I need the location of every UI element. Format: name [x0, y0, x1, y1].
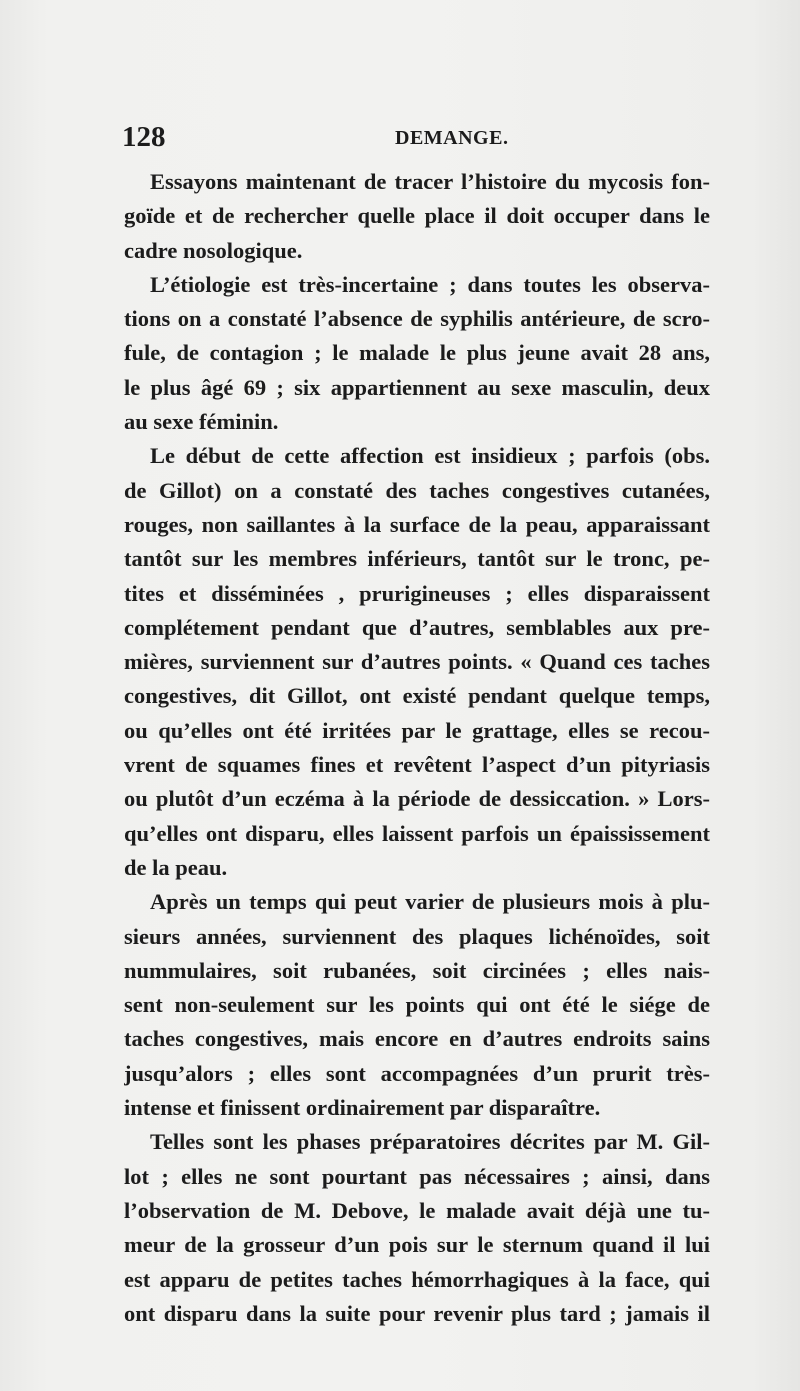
text-line: mières, surviennent sur d’autres points. « Quand ces taches	[124, 649, 710, 675]
text-line: l’observation de M. Debove, le malade avait déjà une tu-	[124, 1197, 710, 1223]
text-line: fule, de contagion ; le malade le plus jeune avait 28 ans,	[124, 340, 710, 366]
text-line: jusqu’alors ; elles sont accompagnées d’un prurit très-	[124, 1060, 710, 1086]
text-line: lot ; elles ne sont pourtant pas nécessaires ; ainsi, dans	[124, 1163, 710, 1189]
text-line: L’étiologie est très-incertaine ; dans toutes les observa-	[150, 271, 710, 297]
body-text	[124, 165, 710, 1331]
text-line: le plus âgé 69 ; six appartiennent au sexe masculin, deux	[124, 374, 710, 400]
text-line: Le début de cette affection est insidieux ; parfois (obs.	[150, 443, 710, 469]
text-line: rouges, non saillantes à la surface de la peau, apparaissant	[124, 511, 710, 537]
text-line: ont disparu dans la suite pour revenir plus tard ; jamais il	[124, 1300, 710, 1326]
text-line: vrent de squames fines et revêtent l’aspect d’un pityriasis	[124, 752, 710, 778]
text-line: qu’elles ont disparu, elles laissent parfois un épaississement	[124, 820, 710, 846]
text-line: est apparu de petites taches hémorrhagiques à la face, qui	[124, 1266, 710, 1292]
text-line: goïde et de rechercher quelle place il doit occuper dans le	[124, 203, 710, 229]
text-line: sent non-seulement sur les points qui ont été le siége de	[124, 992, 710, 1018]
text-line: Essayons maintenant de tracer l’histoire du mycosis fon-	[150, 169, 710, 194]
text-line: de Gillot) on a constaté des taches congestives cutanées,	[124, 477, 710, 503]
text-line: intense et finissent ordinairement par disparaître.	[124, 1095, 601, 1121]
text-line: au sexe féminin.	[124, 409, 279, 435]
text-line: ou plutôt d’un eczéma à la période de dessiccation. » Lors-	[124, 786, 710, 812]
text-line: complétement pendant que d’autres, semblables aux pre-	[124, 614, 710, 640]
text-line: tites et disséminées , prurigineuses ; elles disparaissent	[124, 580, 710, 606]
text-line: Telles sont les phases préparatoires décrites par M. Gil-	[150, 1129, 710, 1155]
running-title: DEMANGE.	[395, 127, 509, 149]
text-line: tantôt sur les membres inférieurs, tantôt sur le tronc, pe-	[124, 546, 710, 572]
text-line: sieurs années, surviennent des plaques lichénoïdes, soit	[124, 923, 710, 949]
text-line: nummulaires, soit rubanées, soit circinées ; elles nais-	[124, 957, 710, 983]
running-head	[122, 121, 710, 153]
text-line: taches congestives, mais encore en d’autres endroits sains	[124, 1026, 710, 1052]
text-line: de la peau.	[124, 854, 228, 880]
text-line: cadre nosologique.	[124, 237, 303, 263]
page-number: 128	[122, 121, 166, 153]
text-line: ou qu’elles ont été irritées par le grattage, elles se recou-	[124, 717, 710, 743]
text-line: tions on a constaté l’absence de syphilis antérieure, de scro-	[124, 306, 710, 332]
text-line: Après un temps qui peut varier de plusieurs mois à plu-	[150, 889, 710, 915]
text-line: meur de la grosseur d’un pois sur le sternum quand il lui	[124, 1232, 710, 1258]
text-line: congestives, dit Gillot, ont existé pendant quelque temps,	[124, 683, 710, 709]
